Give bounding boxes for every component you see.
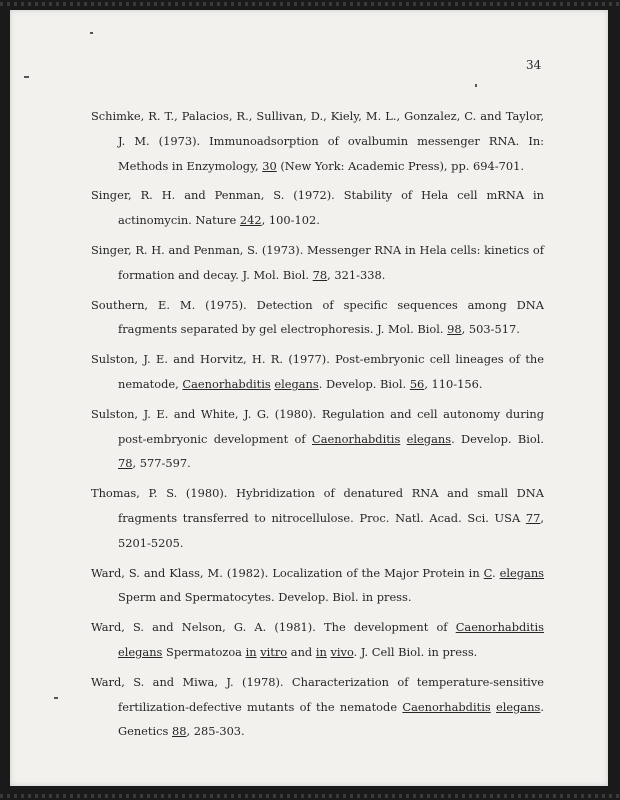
reference-entry bbox=[91, 104, 544, 178]
reference-text: Singer, R. H. and Penman, S. (1973). Messenger RNA in Hela cells: kinetics of formation and decay. J. Mol. Biol. bbox=[91, 242, 544, 282]
reference-text: , 321-338. bbox=[327, 267, 386, 282]
reference-text: . bbox=[491, 565, 500, 580]
underlined-text: 56 bbox=[409, 376, 425, 391]
underlined-text: Caenorhabditis bbox=[402, 699, 491, 714]
reference-text: , 5201-5205. bbox=[118, 510, 544, 550]
reference-text: , 285-303. bbox=[186, 724, 245, 739]
underlined-text: C bbox=[483, 565, 492, 580]
reference-entry bbox=[91, 347, 544, 397]
reference-entry bbox=[91, 402, 544, 476]
reference-text: Southern, E. M. (1975). Detection of specific sequences among DNA fragments separated by gel electrophoresis. J. Mol. Biol. bbox=[91, 297, 544, 337]
underlined-text: 88 bbox=[171, 724, 187, 739]
reference-text: (New York: Academic Press), pp. 694-701. bbox=[276, 158, 524, 173]
reference-text: , 503-517. bbox=[461, 322, 520, 337]
reference-text: . Develop. Biol. bbox=[451, 431, 545, 446]
reference-text: , 110-156. bbox=[424, 376, 483, 391]
film-edge-bottom bbox=[0, 794, 620, 798]
underlined-text: elegans bbox=[496, 699, 541, 714]
underlined-text: Caenorhabditis bbox=[455, 620, 544, 635]
underlined-text: 78 bbox=[312, 267, 328, 282]
reference-text: , 100-102. bbox=[261, 213, 320, 228]
reference-text: Sperm and Spermatocytes. Develop. Biol. in press. bbox=[118, 590, 412, 605]
reference-entry bbox=[91, 561, 544, 611]
underlined-text: 77 bbox=[525, 510, 541, 525]
film-edge-top bbox=[0, 2, 620, 6]
reference-text: Schimke, R. T., Palacios, R., Sullivan, D., Kiely, M. L., Gonzalez, C. and Taylor, J. M. (1973). Immunoadsorption of ovalbumin messenger RNA. In: Methods in Enzymology, bbox=[91, 109, 544, 173]
scan-speck bbox=[475, 84, 477, 87]
scan-speck bbox=[54, 697, 58, 699]
reference-list bbox=[91, 104, 544, 749]
underlined-text: in bbox=[315, 644, 327, 659]
scan-speck bbox=[90, 32, 93, 34]
reference-text: Spermatozoa bbox=[162, 644, 246, 659]
reference-entry bbox=[91, 481, 544, 555]
reference-text: Sulston, J. E. and Horvitz, H. R. (1977). Post-embryonic cell lineages of the nematode, bbox=[91, 352, 544, 391]
reference-text: Singer, R. H. and Penman, S. (1972). Stability of Hela cell mRNA in actinomycin. Nature bbox=[91, 188, 544, 228]
reference-entry bbox=[91, 183, 544, 233]
page-number: 34 bbox=[526, 58, 542, 72]
reference-text: and bbox=[287, 644, 316, 659]
scan-speck bbox=[24, 76, 29, 78]
reference-entry bbox=[91, 615, 544, 665]
reference-text: Thomas, P. S. (1980). Hybridization of denatured RNA and small DNA fragments transferred to nitrocellulose. Proc. Natl. Acad. Sci. USA bbox=[91, 486, 544, 525]
reference-text: Ward, S. and Miwa, J. (1978). Characterization of temperature-sensitive fertilization-defective mutants of the nematode bbox=[91, 674, 544, 714]
reference-text: Sulston, J. E. and White, J. G. (1980). Regulation and cell autonomy during post-embryonic development of bbox=[91, 406, 544, 446]
reference-text: . Develop. Biol. bbox=[318, 376, 410, 391]
reference-text: Ward, S. and Klass, M. (1982). Localization of the Major Protein in bbox=[91, 565, 484, 580]
underlined-text: Caenorhabditis bbox=[182, 376, 271, 391]
underlined-text: vivo bbox=[330, 644, 354, 659]
underlined-text: vitro bbox=[260, 644, 288, 659]
underlined-text: 242 bbox=[239, 213, 262, 228]
underlined-text: elegans bbox=[406, 431, 452, 446]
reference-text: . Genetics bbox=[118, 699, 545, 739]
reference-text: , 577-597. bbox=[132, 456, 191, 471]
reference-text: . J. Cell Biol. in press. bbox=[353, 644, 478, 659]
reference-text: Ward, S. and Nelson, G. A. (1981). The development of bbox=[91, 620, 456, 635]
reference-entry bbox=[91, 670, 544, 744]
underlined-text: 78 bbox=[118, 456, 133, 471]
reference-entry bbox=[91, 293, 544, 343]
underlined-text: Caenorhabditis bbox=[311, 431, 401, 446]
document-page bbox=[10, 10, 608, 786]
underlined-text: elegans bbox=[499, 565, 544, 580]
underlined-text: 30 bbox=[262, 158, 277, 173]
underlined-text: 98 bbox=[447, 322, 462, 337]
reference-entry bbox=[91, 238, 544, 288]
underlined-text: elegans bbox=[274, 376, 319, 391]
underlined-text: elegans bbox=[118, 644, 163, 659]
underlined-text: in bbox=[245, 644, 257, 659]
